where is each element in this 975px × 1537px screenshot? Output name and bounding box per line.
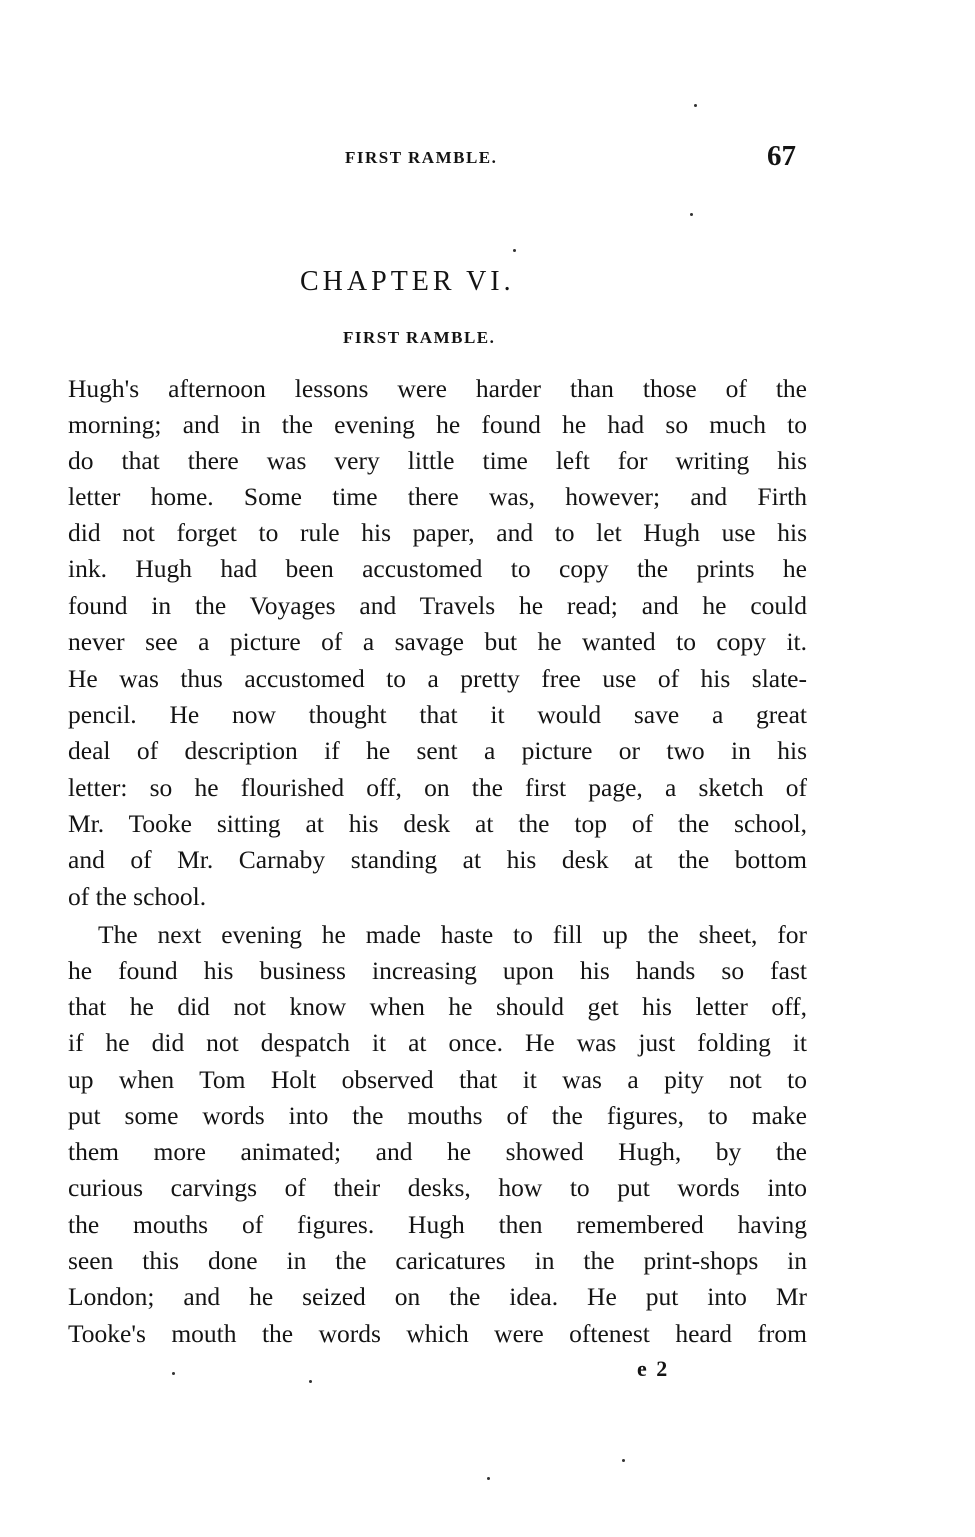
scan-speck — [694, 104, 697, 107]
text-line: he found his business increasing upon his hands so fast — [68, 956, 807, 985]
text-line: The next evening he made haste to fill up the sheet, for — [98, 920, 807, 949]
text-line: did not forget to rule his paper, and to let Hugh use his — [68, 518, 807, 547]
scan-speck — [309, 1380, 312, 1383]
scan-speck — [487, 1477, 490, 1480]
scan-speck — [622, 1459, 625, 1462]
text-line: of the school. — [68, 882, 207, 911]
text-line: that he did not know when he should get his letter off, — [68, 992, 807, 1021]
text-line: curious carvings of their desks, how to put words into — [68, 1173, 807, 1202]
text-line: seen this done in the caricatures in the print-shops in — [68, 1246, 807, 1275]
text-line: the mouths of figures. Hugh then remembered having — [68, 1210, 807, 1239]
text-line: put some words into the mouths of the figures, to make — [68, 1101, 807, 1130]
text-line: deal of description if he sent a picture or two in his — [68, 736, 807, 765]
text-line: London; and he seized on the idea. He put into Mr — [68, 1282, 807, 1311]
text-line: Tooke's mouth the words which were oftenest heard from — [68, 1319, 807, 1348]
text-line: and of Mr. Carnaby standing at his desk at the bottom — [68, 845, 807, 874]
text-line: morning; and in the evening he found he had so much to — [68, 410, 807, 439]
text-line: if he did not despatch it at once. He was just folding it — [68, 1028, 807, 1057]
text-line: them more animated; and he showed Hugh, by the — [68, 1137, 807, 1166]
running-head: FIRST RAMBLE. — [345, 148, 498, 167]
text-line: He was thus accustomed to a pretty free use of his slate- — [68, 664, 807, 693]
text-line: ink. Hugh had been accustomed to copy the prints he — [68, 554, 807, 583]
text-line: letter home. Some time there was, however; and Firth — [68, 482, 807, 511]
chapter-subtitle: FIRST RAMBLE. — [343, 328, 496, 347]
text-line: up when Tom Holt observed that it was a pity not to — [68, 1065, 807, 1094]
text-line: letter: so he flourished off, on the first page, a sketch of — [68, 773, 807, 802]
text-line: do that there was very little time left for writing his — [68, 446, 807, 475]
signature-mark: e 2 — [637, 1356, 670, 1381]
scan-speck — [690, 213, 693, 216]
page-number: 67 — [767, 140, 796, 172]
text-line: Mr. Tooke sitting at his desk at the top of the school, — [68, 809, 807, 838]
text-line: Hugh's afternoon lessons were harder than those of the — [68, 374, 807, 403]
text-line: found in the Voyages and Travels he read; and he could — [68, 591, 807, 620]
text-line: pencil. He now thought that it would save a great — [68, 700, 807, 729]
text-line: never see a picture of a savage but he wanted to copy it. — [68, 627, 807, 656]
chapter-title: CHAPTER VI. — [300, 266, 515, 297]
scan-speck — [172, 1372, 175, 1375]
scan-speck — [513, 249, 516, 252]
